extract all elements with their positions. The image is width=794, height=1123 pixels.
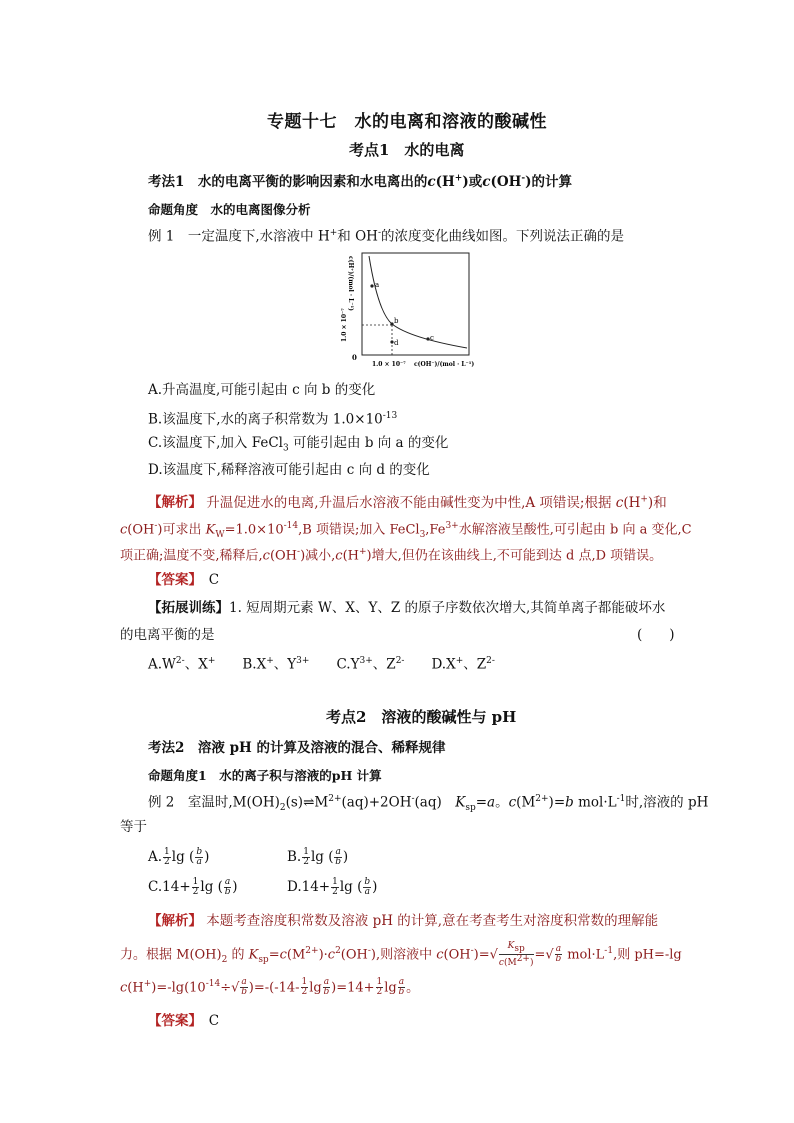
chart-xtick: 1.0 × 10⁻⁷ (372, 361, 406, 368)
example2-stem-line1: 例 2 室温时$,M(OH)_2(s)\rightleftharpoons M^{2+}(aq)+2OH^-(aq)$ $K_{sp}=a$。$c(M^{2+})=b$ $mol\cdot L^{-1}$时,溶液的 pH (148, 794, 709, 814)
practice-text1: 1. 短周期元素 W、X、Y、Z 的原子序数依次增大,其简单离子都能破坏水 (229, 600, 666, 616)
page-title: 专题十七 水的电离和溶液的酸碱性 (267, 112, 547, 132)
answer2-value: C (208, 1013, 220, 1029)
example1-analysis-line2: c(OH-)可求出 $K_W=1.0\times 10^{-14},B$ 项错误;加入 $FeCl_3,Fe^{3+}$水解溶液呈酸性,可引起由 b 向 a 变化,C (120, 521, 692, 540)
example1-option-c: C.该温度下,加入 FeCl$_3$ 可能引起由 b 向 a 的变化 (148, 435, 449, 454)
answer-value: C (208, 572, 220, 588)
practice-answer-bracket: ( ) (637, 627, 675, 643)
example1-answer (148, 571, 219, 589)
topic2-angle: 命题角度1 水的离子积与溶液的pH 计算 (148, 768, 382, 783)
answer2-tag: 【答案】 (148, 1013, 196, 1029)
analysis-tag: 【解析】 (148, 494, 202, 511)
practice-tag: 【拓展训练】 (148, 600, 229, 616)
example2-analysis-line1 (148, 912, 658, 930)
example2-option-b: B. $\frac{1}{2}$ lg ( $\frac{a}{b}$ ) (287, 847, 349, 867)
example1-analysis-line1: 【解析】 升温促进水的电离,升温后水溶液不能由碱性变为中性,A 项错误;根据 c(H+)和 (148, 494, 667, 511)
topic2-heading: 考点2 溶液的酸碱性与 pH (326, 708, 517, 726)
analysis2-text1: 本题考查溶度积常数及溶液 pH 的计算,意在考查考生对溶度积常数的理解能 (206, 913, 659, 929)
chart-label-d: d (394, 339, 399, 347)
example2-analysis-line2: 力。根据 $M(OH)_2$ 的 $K_{sp}=c(M^{2+})\cdot c^2(OH^-)$,则溶液中 c(OH-)=√ $\frac{K_{sp}}{c(M^{2+})}$ =√ $\frac{a}{b}$ $mol\cdot L^{-1}$,则 pH=-lg (120, 941, 682, 968)
practice-line2: 的电离平衡的是 (120, 627, 215, 643)
chart-curve (369, 256, 467, 348)
topic1-method: 考法1 水的电离平衡的影响因素和水电离出的c(H+)或c(OH-)的计算 (148, 173, 573, 190)
example1-option-b: B.该温度下,水的离子积常数为 $1.0\times 10^{-13}$ (148, 411, 398, 428)
chart-point-a (370, 284, 373, 287)
example2-analysis-line3: $c(H^+)=-\lg(10^{-14}\div√$ $\frac{a}{b}$ )=-(-14- $\frac{1}{2}$ lg $\frac{a}{b}$ )=14+ $\frac{1}{2}$ lg $\frac{a}{b}$ 。 (120, 977, 420, 998)
answer-tag: 【答案】 (148, 572, 196, 588)
topic1-heading: 考点1 水的电离 (349, 141, 465, 159)
example2-stem-line2: 等于 (120, 819, 147, 835)
analysis2-tag: 【解析】 (148, 913, 202, 929)
chart-xlabel: c(OH⁻)/(mol · L⁻¹) (414, 361, 475, 368)
chart-label-a: a (375, 281, 380, 289)
practice-options: $A.W^{2-}$、X+ B.X+、$Y^{3+}$ $C.Y^{3+}$、$Z^{2-}$ D.X+、$Z^{2-}$ (148, 656, 495, 673)
topic1-angle: 命题角度 水的电离图像分析 (148, 202, 311, 217)
example1-option-a: A.升高温度,可能引起由 c 向 b 的变化 (148, 382, 376, 398)
chart-ytick: 1.0 × 10⁻⁷ (341, 308, 348, 342)
chart-label-b: b (394, 317, 399, 325)
example2-answer (148, 1012, 219, 1030)
chart-origin: 0 (352, 353, 357, 362)
example2-option-c: C.14+ $\frac{1}{2}$ lg ( $\frac{a}{b}$ ) (148, 877, 238, 897)
practice-line1 (148, 599, 665, 617)
example2-option-d: D.14+ $\frac{1}{2}$ lg ( $\frac{b}{a}$ ) (287, 877, 378, 897)
ion-product-curve-chart (330, 252, 480, 370)
example1-analysis-line3: 项正确;温度不变,稀释后,c(OH-)减小,c(H+)增大,但仍在该曲线上,不可能到达 d 点,D 项错误。 (120, 547, 663, 564)
example2-option-a: A. $\frac{1}{2}$ lg ( $\frac{b}{a}$ ) (148, 847, 210, 867)
example1-stem: 例 1 一定温度下,水溶液中 H+和 OH-的浓度变化曲线如图。下列说法正确的是 (148, 228, 624, 245)
chart-label-c: c (430, 334, 434, 342)
example1-option-d: D.该温度下,稀释溶液可能引起由 c 向 d 的变化 (148, 462, 430, 478)
chart-frame (362, 253, 469, 355)
chart-ylabel: c(H⁺)/(mol · L⁻¹) (347, 256, 354, 311)
topic2-method: 考法2 溶液 pH 的计算及溶液的混合、稀释规律 (148, 740, 446, 756)
